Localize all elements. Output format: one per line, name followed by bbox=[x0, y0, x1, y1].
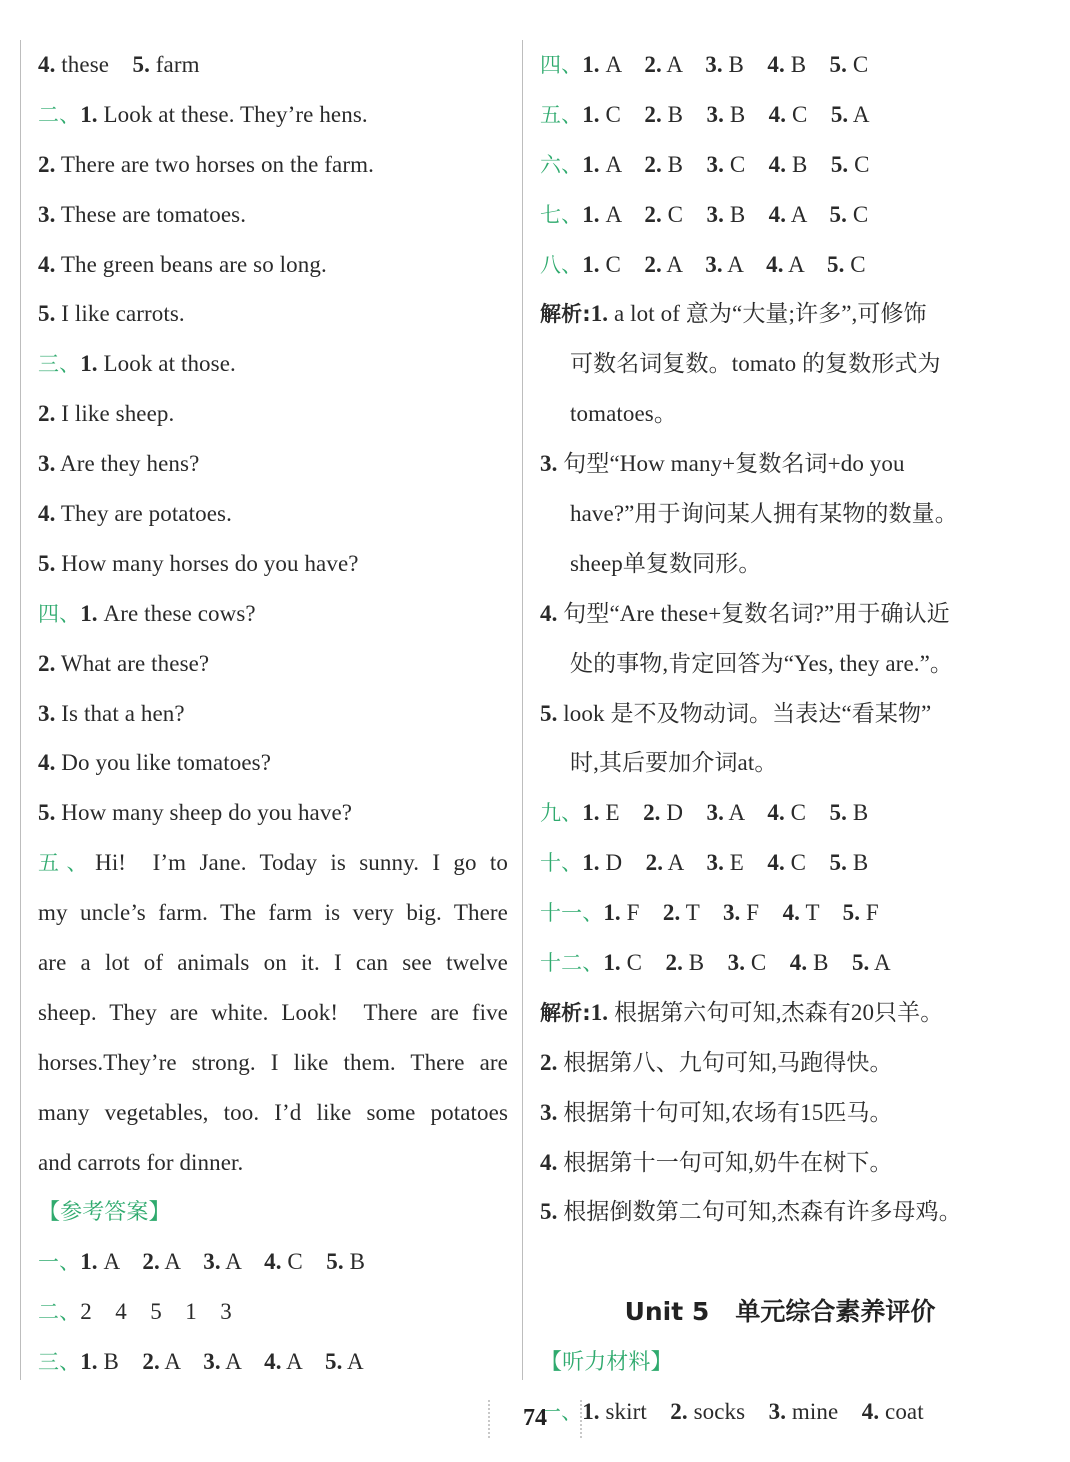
item-number: 5. bbox=[826, 251, 845, 277]
line-text: E bbox=[723, 850, 768, 876]
left-line bbox=[38, 738, 508, 788]
line-text: A bbox=[848, 101, 870, 127]
left-line bbox=[38, 838, 508, 888]
section-marker: 五、 bbox=[540, 102, 583, 127]
line-text: How many sheep do you have? bbox=[55, 800, 353, 826]
line-text: 可数名词复数。tomato 的复数形式为 bbox=[570, 351, 941, 377]
right-line bbox=[540, 589, 1020, 639]
right-line bbox=[540, 90, 1020, 140]
section-marker: 四、 bbox=[38, 601, 81, 626]
item-number: 2. bbox=[644, 52, 662, 77]
item-number: 2. bbox=[644, 201, 662, 227]
section-marker: 二、 bbox=[38, 1300, 81, 1325]
item-number: 4. bbox=[38, 750, 56, 776]
item-number: 3. bbox=[706, 101, 724, 127]
line-text: A bbox=[97, 1249, 143, 1275]
item-number: 2. bbox=[643, 800, 661, 826]
line-text: sheep单复数同形。 bbox=[570, 550, 762, 576]
right-column bbox=[540, 40, 1020, 1437]
line-text: tomatoes。 bbox=[570, 401, 677, 427]
page-number: 74 bbox=[523, 1405, 547, 1431]
item-number: 4. bbox=[540, 600, 558, 626]
line-text: C bbox=[620, 950, 666, 976]
line-text: A bbox=[159, 1249, 204, 1275]
item-number: 1. bbox=[590, 301, 609, 327]
line-text: A bbox=[599, 52, 645, 77]
line-text: 根据第十一句可知,奶牛在树下。 bbox=[557, 1149, 893, 1175]
line-text: D bbox=[660, 800, 707, 826]
line-text: I like carrots. bbox=[55, 301, 185, 327]
left-line bbox=[38, 1337, 508, 1387]
line-text: F bbox=[740, 900, 783, 926]
right-line bbox=[540, 339, 1020, 389]
item-number: 3. bbox=[38, 700, 56, 726]
left-line bbox=[38, 1237, 508, 1287]
left-line bbox=[38, 988, 508, 1038]
section-marker: 三、 bbox=[38, 352, 81, 377]
right-line bbox=[540, 289, 1020, 339]
line-text: F bbox=[860, 900, 879, 926]
line-text: Look at these. They’re hens. bbox=[97, 101, 368, 127]
item-number: 1. bbox=[603, 900, 621, 926]
item-number: 2. bbox=[540, 1049, 558, 1075]
line-text: I like sheep. bbox=[55, 401, 175, 427]
right-line bbox=[540, 389, 1020, 439]
right-line bbox=[540, 140, 1020, 190]
item-number: 3. bbox=[38, 201, 56, 227]
left-line bbox=[38, 1187, 508, 1237]
section-heading: 【参考答案】 bbox=[38, 1200, 171, 1226]
item-number: 4. bbox=[861, 1399, 880, 1425]
line-text: B bbox=[786, 151, 831, 177]
line-text: C bbox=[784, 800, 830, 826]
item-number: 4. bbox=[782, 900, 801, 926]
item-number: 5. bbox=[540, 700, 558, 726]
left-line bbox=[38, 539, 508, 589]
item-number: 4. bbox=[540, 1149, 558, 1175]
item-number: 1. bbox=[582, 101, 600, 127]
item-number: 2. bbox=[644, 101, 662, 127]
line-text: B bbox=[722, 52, 768, 77]
right-line bbox=[540, 788, 1020, 838]
item-number: 2. bbox=[142, 1249, 160, 1275]
line-text: and carrots for dinner. bbox=[38, 1149, 244, 1175]
line-text: B bbox=[846, 850, 869, 876]
item-number: 2. bbox=[38, 650, 56, 676]
right-line bbox=[540, 40, 1020, 90]
line-text: sheep. They are white. Look! There are five bbox=[38, 999, 508, 1025]
item-number: 1. bbox=[582, 201, 600, 227]
line-text: A bbox=[722, 251, 767, 277]
item-number: 5. bbox=[132, 52, 150, 77]
item-number: 1. bbox=[582, 151, 600, 177]
line-text: A bbox=[786, 201, 830, 227]
right-line bbox=[540, 1088, 1020, 1138]
item-number: 5. bbox=[829, 850, 847, 876]
line-text: Do you like tomatoes? bbox=[55, 750, 271, 776]
item-number: 4. bbox=[264, 1349, 282, 1375]
line-text: They are potatoes. bbox=[55, 501, 232, 527]
line-text: 根据第十句可知,农场有15匹马。 bbox=[557, 1099, 893, 1125]
line-text: farm bbox=[149, 52, 200, 77]
item-number: 3. bbox=[722, 900, 741, 926]
item-number: 5. bbox=[842, 900, 861, 926]
item-number: 1. bbox=[80, 600, 98, 626]
line-text: A bbox=[783, 251, 827, 277]
right-line bbox=[540, 1187, 1020, 1237]
line-text: C bbox=[723, 151, 769, 177]
line-text: Are they hens? bbox=[55, 451, 200, 477]
line-text: E bbox=[599, 800, 644, 826]
right-line bbox=[540, 1237, 1020, 1287]
line-text: my uncle’s farm. The farm is very big. There bbox=[38, 900, 508, 926]
line-text: horses.They’re strong. I like them. There are bbox=[38, 1049, 508, 1075]
item-number: 4. bbox=[767, 800, 785, 826]
line-text: B bbox=[343, 1249, 366, 1275]
item-number: 1. bbox=[582, 52, 600, 77]
line-text: A bbox=[723, 800, 768, 826]
item-number: 4. bbox=[38, 501, 56, 527]
item-number: 4. bbox=[768, 201, 787, 227]
item-number: 3. bbox=[706, 850, 724, 876]
section-heading: 【听力材料】 bbox=[540, 1350, 673, 1376]
left-line bbox=[38, 888, 508, 938]
line-text: coat bbox=[879, 1399, 924, 1425]
line-text: 2 4 5 1 3 bbox=[80, 1299, 232, 1325]
line-text: C bbox=[745, 950, 790, 976]
line-text: A bbox=[869, 950, 891, 976]
right-line bbox=[540, 1038, 1020, 1088]
left-line bbox=[38, 1287, 508, 1337]
right-line bbox=[540, 888, 1020, 938]
item-number: 4. bbox=[789, 950, 808, 976]
line-text: B bbox=[661, 101, 707, 127]
item-number: 2. bbox=[38, 151, 56, 177]
section-marker: 十二、 bbox=[540, 951, 604, 976]
line-text: Unit 5 单元综合素养评价 bbox=[624, 1297, 936, 1327]
line-text: a lot of 意为“大量;许多”,可修饰 bbox=[608, 301, 927, 327]
item-number: 5. bbox=[829, 800, 847, 826]
item-number: 3. bbox=[540, 451, 558, 477]
line-text: many vegetables, too. I’d like some potatoes bbox=[38, 1099, 508, 1125]
item-number: 3. bbox=[705, 52, 723, 77]
left-line bbox=[38, 289, 508, 339]
item-number: 1. bbox=[590, 999, 609, 1025]
left-line bbox=[38, 938, 508, 988]
right-line bbox=[540, 689, 1020, 739]
line-text: have?”用于询问某人拥有某物的数量。 bbox=[570, 501, 958, 527]
item-number: 5. bbox=[38, 301, 56, 327]
item-number: 5. bbox=[829, 201, 847, 227]
line-text: A bbox=[599, 201, 645, 227]
item-number: 3. bbox=[706, 201, 724, 227]
line-text: B bbox=[661, 151, 707, 177]
section-marker: 一、 bbox=[38, 1250, 81, 1275]
line-text: A bbox=[599, 151, 645, 177]
item-number: 3. bbox=[706, 800, 724, 826]
item-number: 1. bbox=[582, 850, 600, 876]
right-line bbox=[540, 240, 1020, 290]
left-column bbox=[38, 40, 508, 1387]
item-number: 2. bbox=[665, 950, 683, 976]
section-marker: 十、 bbox=[540, 851, 583, 876]
left-line bbox=[38, 589, 508, 639]
section-marker: 十一、 bbox=[540, 901, 604, 926]
item-number: 5. bbox=[324, 1349, 343, 1375]
item-number: 3. bbox=[705, 251, 723, 277]
item-number: 5. bbox=[830, 101, 849, 127]
analysis-label: 解析: bbox=[540, 302, 591, 327]
left-line bbox=[38, 439, 508, 489]
line-text: are a lot of animals on it. I can see twelve bbox=[38, 950, 508, 976]
section-marker: 一、 bbox=[540, 1400, 583, 1425]
item-number: 3. bbox=[203, 1249, 221, 1275]
line-text: A bbox=[220, 1249, 265, 1275]
item-number: 1. bbox=[80, 1249, 98, 1275]
left-margin-rule bbox=[20, 40, 21, 1380]
line-text: What are these? bbox=[55, 650, 210, 676]
left-line bbox=[38, 240, 508, 290]
line-text: T bbox=[680, 900, 723, 926]
line-text: A bbox=[342, 1349, 364, 1375]
line-text: Is that a hen? bbox=[55, 700, 185, 726]
item-number: 5. bbox=[851, 950, 870, 976]
line-text: A bbox=[661, 52, 706, 77]
right-line bbox=[540, 639, 1020, 689]
line-text: mine bbox=[786, 1399, 862, 1425]
item-number: 3. bbox=[768, 1399, 787, 1425]
right-line bbox=[540, 738, 1020, 788]
line-text: T bbox=[800, 900, 843, 926]
right-line bbox=[540, 489, 1020, 539]
item-number: 1. bbox=[582, 800, 600, 826]
line-text: Hi! I’m Jane. Today is sunny. I go to bbox=[95, 850, 509, 876]
line-text: Look at those. bbox=[97, 351, 236, 377]
left-line bbox=[38, 90, 508, 140]
item-number: 3. bbox=[38, 451, 56, 477]
line-text: look 是不及物动词。当表达“看某物” bbox=[557, 700, 932, 726]
item-number: 1. bbox=[80, 351, 98, 377]
right-line bbox=[540, 988, 1020, 1038]
item-number: 2. bbox=[644, 151, 662, 177]
left-line bbox=[38, 639, 508, 689]
line-text: A bbox=[281, 1349, 325, 1375]
right-line bbox=[540, 1138, 1020, 1188]
section-marker: 六、 bbox=[540, 152, 583, 177]
item-number: 2. bbox=[670, 1399, 688, 1425]
item-number: 5. bbox=[38, 800, 56, 826]
line-text: C bbox=[599, 101, 645, 127]
line-text: How many horses do you have? bbox=[55, 550, 359, 576]
item-number: 2. bbox=[38, 401, 56, 427]
line-text: B bbox=[723, 201, 769, 227]
section-marker: 七、 bbox=[540, 202, 583, 227]
right-line bbox=[540, 838, 1020, 888]
line-text: A bbox=[663, 850, 707, 876]
line-text: C bbox=[847, 52, 869, 77]
line-text: C bbox=[844, 251, 866, 277]
line-text: These are tomatoes. bbox=[55, 201, 247, 227]
item-number: 4. bbox=[38, 52, 56, 77]
item-number: 5. bbox=[829, 52, 847, 77]
left-line bbox=[38, 40, 508, 90]
item-number: 2. bbox=[142, 1349, 160, 1375]
item-number: 3. bbox=[727, 950, 746, 976]
left-line bbox=[38, 1038, 508, 1088]
line-text: 时,其后要加介词at。 bbox=[570, 750, 778, 776]
item-number: 4. bbox=[766, 251, 784, 277]
right-line bbox=[540, 190, 1020, 240]
line-text: B bbox=[784, 52, 830, 77]
line-text: skirt bbox=[599, 1399, 671, 1425]
line-text: socks bbox=[687, 1399, 769, 1425]
line-text: C bbox=[847, 201, 869, 227]
line-text: A bbox=[159, 1349, 204, 1375]
left-line bbox=[38, 788, 508, 838]
line-text: A bbox=[661, 251, 706, 277]
line-text: A bbox=[220, 1349, 265, 1375]
item-number: 1. bbox=[582, 1399, 600, 1425]
item-number: 4. bbox=[768, 151, 787, 177]
line-text: 句型“Are these+复数名词?”用于确认近 bbox=[557, 600, 950, 626]
item-number: 3. bbox=[706, 151, 724, 177]
line-text: C bbox=[786, 101, 831, 127]
line-text: B bbox=[807, 950, 852, 976]
section-marker: 四、 bbox=[540, 53, 583, 77]
item-number: 4. bbox=[768, 101, 787, 127]
item-number: 2. bbox=[662, 900, 681, 926]
line-text: C bbox=[784, 850, 830, 876]
item-number: 5. bbox=[830, 151, 849, 177]
item-number: 2. bbox=[644, 251, 662, 277]
left-line bbox=[38, 1138, 508, 1188]
item-number: 3. bbox=[203, 1349, 221, 1375]
left-line bbox=[38, 689, 508, 739]
item-number: 1. bbox=[80, 1349, 98, 1375]
line-text: C bbox=[848, 151, 870, 177]
line-text: C bbox=[661, 201, 707, 227]
left-line bbox=[38, 140, 508, 190]
line-text: these bbox=[55, 52, 133, 77]
item-number: 3. bbox=[540, 1099, 558, 1125]
right-line bbox=[540, 938, 1020, 988]
line-text: C bbox=[281, 1249, 327, 1275]
line-text: B bbox=[682, 950, 728, 976]
item-number: 5. bbox=[326, 1249, 344, 1275]
left-line bbox=[38, 389, 508, 439]
line-text: D bbox=[599, 850, 646, 876]
line-text: F bbox=[620, 900, 663, 926]
item-number: 1. bbox=[603, 950, 621, 976]
section-marker: 五、 bbox=[38, 851, 96, 876]
right-line bbox=[540, 539, 1020, 589]
right-line bbox=[540, 1337, 1020, 1387]
unit-title bbox=[540, 1287, 1020, 1337]
section-marker: 二、 bbox=[38, 102, 81, 127]
left-line bbox=[38, 1088, 508, 1138]
line-text: B bbox=[846, 800, 869, 826]
item-number: 4. bbox=[767, 52, 785, 77]
line-text: Are these cows? bbox=[97, 600, 256, 626]
item-number: 4. bbox=[264, 1249, 282, 1275]
left-line bbox=[38, 489, 508, 539]
column-divider bbox=[522, 40, 523, 1380]
line-text: C bbox=[599, 251, 645, 277]
line-text: There are two horses on the farm. bbox=[55, 151, 374, 177]
analysis-label: 解析: bbox=[540, 1000, 591, 1025]
section-marker: 九、 bbox=[540, 801, 583, 826]
line-text: B bbox=[97, 1349, 143, 1375]
section-marker: 三、 bbox=[38, 1350, 81, 1375]
section-marker: 八、 bbox=[540, 252, 583, 277]
left-line bbox=[38, 339, 508, 389]
line-text: The green beans are so long. bbox=[55, 251, 327, 277]
item-number: 5. bbox=[540, 1199, 558, 1225]
line-text: 根据倒数第二句可知,杰森有许多母鸡。 bbox=[557, 1199, 962, 1225]
item-number: 4. bbox=[767, 850, 785, 876]
line-text: 根据第八、九句可知,马跑得快。 bbox=[557, 1049, 893, 1075]
right-line bbox=[540, 439, 1020, 489]
item-number: 1. bbox=[80, 101, 98, 127]
line-text: 句型“How many+复数名词+do you bbox=[557, 451, 905, 477]
line-text: 处的事物,肯定回答为“Yes, they are.”。 bbox=[570, 650, 954, 676]
line-text: 根据第六句可知,杰森有20只羊。 bbox=[608, 999, 944, 1025]
item-number: 2. bbox=[645, 850, 664, 876]
item-number: 4. bbox=[38, 251, 56, 277]
item-number: 5. bbox=[38, 550, 56, 576]
line-text: B bbox=[723, 101, 769, 127]
left-line bbox=[38, 190, 508, 240]
item-number: 1. bbox=[582, 251, 600, 277]
